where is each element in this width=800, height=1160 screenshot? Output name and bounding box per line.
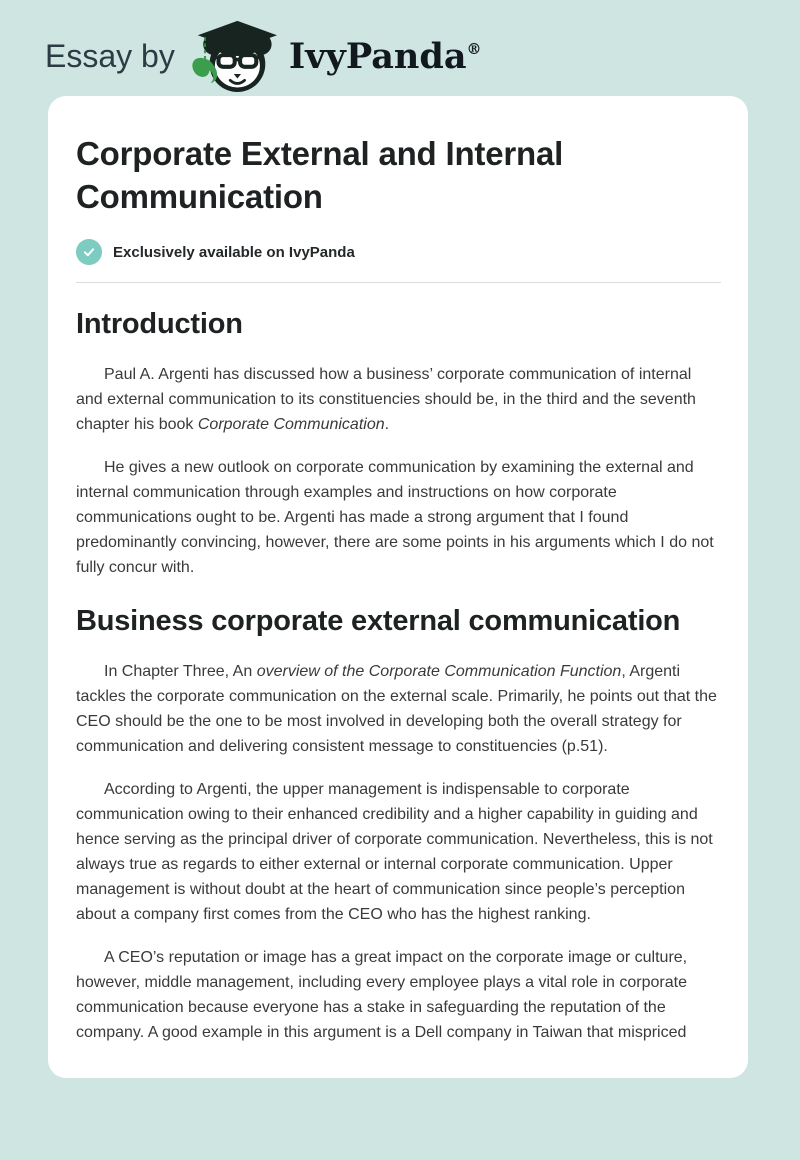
header bbox=[0, 0, 800, 78]
exclusive-badge bbox=[76, 239, 721, 265]
paragraph: A CEO’s reputation or image has a great impact on the corporate image or culture, however, middle management, including every employee plays a vital role in corporate communication because everyone has a stake in safeguarding the reputation of the company. A good example in this argument is a Dell company in Taiwan that mispriced bbox=[76, 949, 688, 1041]
paragraph: He gives a new outlook on corporate communication by examining the external and internal communication through examples and instructions on how corporate communications ought to be. Argenti has made a strong argument that I found predominantly convincing, however, there are some points in his arguments which I do not fully concur with. bbox=[76, 459, 714, 576]
paragraph: In Chapter Three, An overview of the Corporate Communication Function, Argenti tackles the corporate communication on the external scale. Primarily, he points out that the CEO should be the one to be most involved in developing both the overall strategy for communication and delivering consistent message to constituencies (p.51). bbox=[76, 663, 717, 755]
brand-text: IvyPanda bbox=[288, 35, 467, 77]
paragraph: According to Argenti, the upper management is indispensable to corporate communication owing to their enhanced credibility and a higher capability in guiding and hence serving as the principal driver of corporate communication. Nevertheless, this is not always true as regards to either external or internal corporate communication. Upper management is without doubt at the heart of communication since people’s perception about a company first comes from the CEO who has the highest ranking. bbox=[76, 781, 713, 923]
divider bbox=[76, 282, 721, 283]
essay-section bbox=[76, 605, 721, 1045]
brand-name bbox=[289, 36, 482, 77]
essay-title: Corporate External and Internal Communication bbox=[76, 135, 564, 215]
registered-mark: ® bbox=[466, 39, 482, 58]
essay-body bbox=[76, 308, 721, 1045]
essay-section bbox=[76, 308, 721, 580]
ivypanda-logo-icon bbox=[187, 19, 277, 93]
badge-label: Exclusively available on IvyPanda bbox=[113, 243, 355, 261]
section-heading: Business corporate external communication bbox=[76, 605, 681, 637]
essay-card bbox=[48, 96, 748, 1078]
essay-by-label: Essay by bbox=[45, 37, 175, 74]
section-heading: Introduction bbox=[76, 308, 243, 340]
paragraph: Paul A. Argenti has discussed how a business’ corporate communication of internal and external communication to its constituencies should be, in the third and the seventh chapter his book Corporate Communication. bbox=[76, 366, 696, 433]
check-icon bbox=[76, 239, 102, 265]
